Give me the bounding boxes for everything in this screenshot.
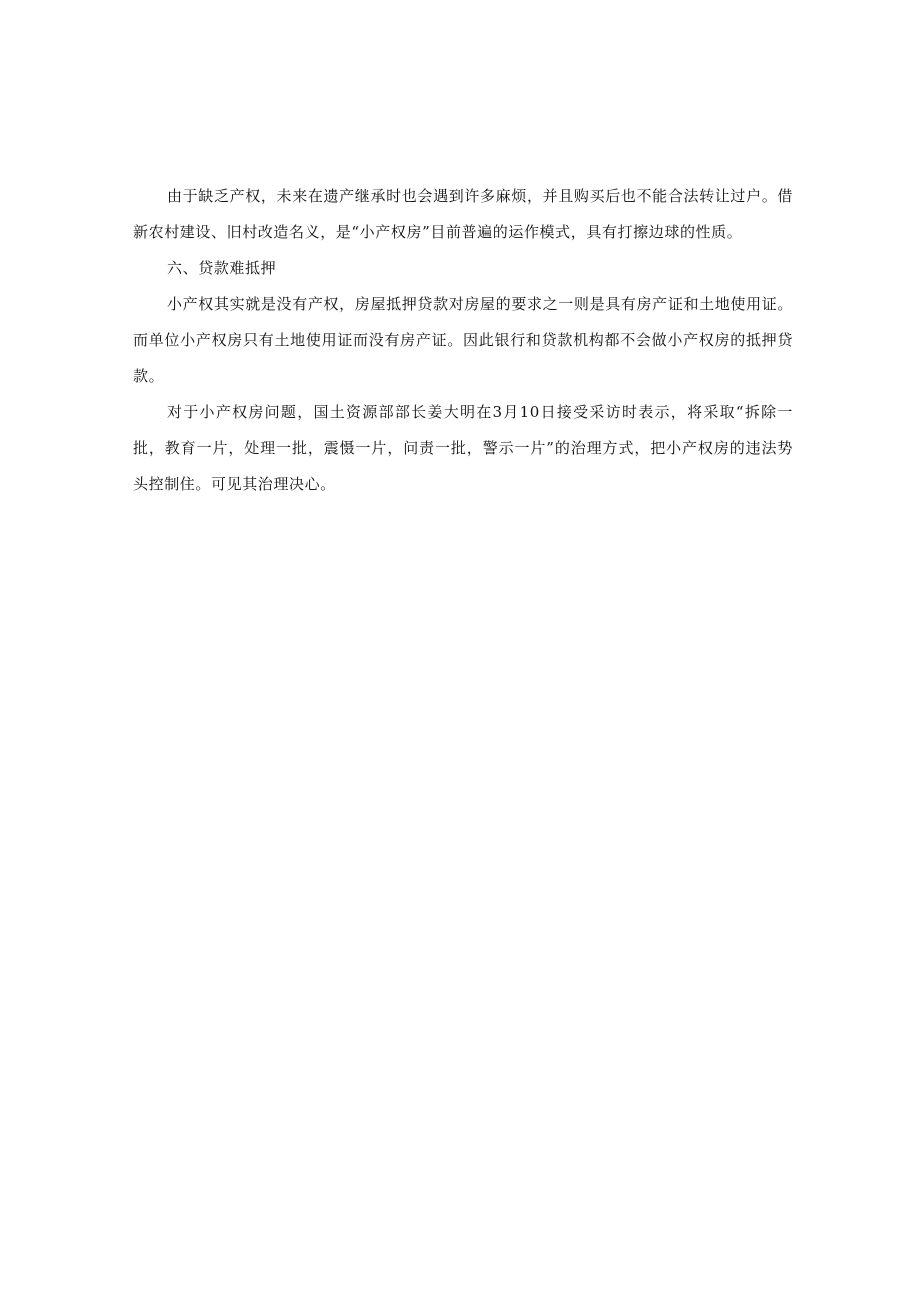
document-body <box>133 178 793 502</box>
section-heading-loan: 六、贷款难抵押 <box>167 259 277 277</box>
paragraph-governance: 对于小产权房问题，国土资源部部长姜大明在3月10日接受采访时表示，将采取“拆除一批，教育一片，处理一批，震慑一片，问责一批，警示一片”的治理方式，把小产权房的违法势头控制住。可见其治理决心。 <box>133 403 793 493</box>
paragraph-mortgage: 小产权其实就是没有产权，房屋抵押贷款对房屋的要求之一则是具有房产证和土地使用证。而单位小产权房只有土地使用证而没有房产证。因此银行和贷款机构都不会做小产权房的抵押贷款。 <box>133 295 793 385</box>
paragraph-inheritance: 由于缺乏产权，未来在遗产继承时也会遇到许多麻烦，并且购买后也不能合法转让过户。借新农村建设、旧村改造名义，是“小产权房”目前普遍的运作模式，具有打擦边球的性质。 <box>133 187 793 241</box>
